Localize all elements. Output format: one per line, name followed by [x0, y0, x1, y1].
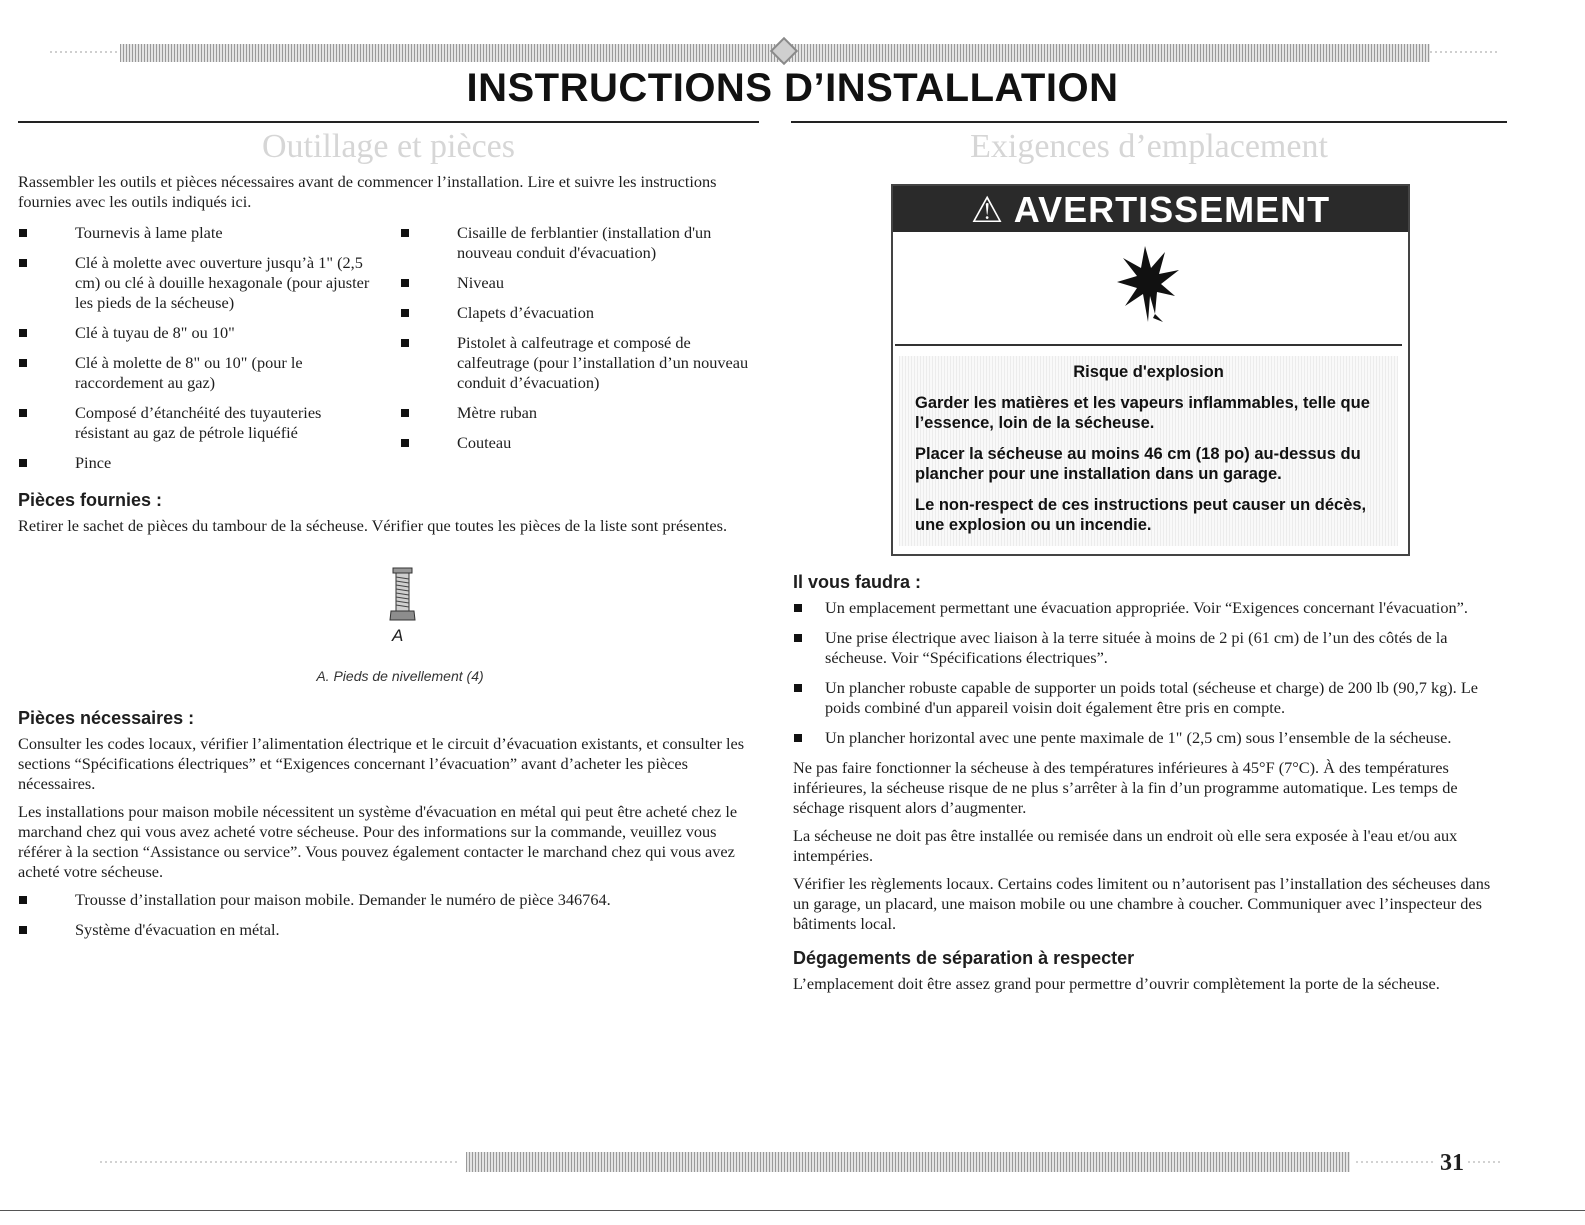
- page-number: 31: [1440, 1150, 1464, 1176]
- bullet-icon: [794, 684, 802, 692]
- bullet-icon: [19, 329, 27, 337]
- parts-supplied-text: Retirer le sachet de pièces du tambour de la sécheuse. Vérifier que toutes les pièces de la liste sont présentes.: [18, 516, 728, 535]
- right-title-rule: [791, 121, 1507, 123]
- tools-list-right: [400, 223, 760, 463]
- parts-needed-paragraph-2: Les installations pour maison mobile nécessitent un système d'évacuation en métal qui peut être acheté chez le marchand chez qui vous avez acheté votre sécheuse. Pour des informations sur la commande, veuillez vous référer à la section “Assistance ou service”. Vous pouvez également contacter le marchand chez qui vous avez acheté votre sécheuse.: [18, 802, 738, 881]
- list-item: [400, 273, 760, 293]
- list-item: [18, 403, 378, 443]
- list-item-text: Un plancher horizontal avec une pente maximale de 1" (2,5 cm) sous l’ensemble de la sécheuse.: [825, 728, 1452, 747]
- list-item: [18, 253, 378, 313]
- list-item-text: Pince: [75, 453, 112, 472]
- list-item-text: Clé à tuyau de 8" ou 10": [75, 323, 235, 342]
- list-item: [18, 890, 758, 910]
- list-item-text: Cisaille de ferblantier (installation d'un nouveau conduit d'évacuation): [457, 223, 712, 262]
- bullet-icon: [401, 279, 409, 287]
- requirements-section: [793, 572, 1498, 1002]
- list-item-text: Clé à molette avec ouverture jusqu’à 1" (2,5 cm) ou clé à douille hexagonale (pour ajuster les pieds de la sécheuse): [75, 253, 370, 312]
- bullet-icon: [401, 439, 409, 447]
- list-item-text: Tournevis à lame plate: [75, 223, 223, 242]
- weather-paragraph: La sécheuse ne doit pas être installée ou remisée dans un endroit où elle sera exposée à l'eau et/ou aux intempéries.: [793, 826, 1458, 865]
- requirements-list: [793, 598, 1498, 748]
- leveling-foot-icon: [385, 566, 420, 624]
- parts-needed-list: [18, 890, 758, 940]
- list-item-text: Clapets d’évacuation: [457, 303, 594, 322]
- warning-risk-title: Risque d'explosion: [1073, 363, 1224, 381]
- bullet-icon: [19, 229, 27, 237]
- bullet-icon: [19, 896, 27, 904]
- tools-list-left: [18, 223, 378, 483]
- parts-supplied-section: [18, 490, 758, 544]
- explosion-icon: [1115, 244, 1181, 324]
- bullet-icon: [401, 229, 409, 237]
- clearance-heading: Dégagements de séparation à respecter: [793, 948, 1135, 968]
- bullet-icon: [19, 409, 27, 417]
- list-item: [18, 353, 378, 393]
- bullet-icon: [19, 359, 27, 367]
- list-item: [400, 333, 760, 393]
- warning-box: [891, 184, 1410, 556]
- list-item: [400, 433, 760, 453]
- list-item-text: Trousse d’installation pour maison mobile. Demander le numéro de pièce 346764.: [75, 890, 611, 909]
- list-item-text: Mètre ruban: [457, 403, 538, 422]
- clearance-text: L’emplacement doit être assez grand pour permettre d’ouvrir complètement la porte de la sécheuse.: [793, 974, 1440, 993]
- list-item: [793, 628, 1498, 668]
- figure-letter: A: [392, 626, 404, 645]
- tools-intro-text: Rassembler les outils et pièces nécessaires avant de commencer l’installation. Lire et suivre les instructions fournies avec les outils indiqués ici.: [18, 172, 717, 211]
- list-item: [18, 920, 758, 940]
- bullet-icon: [19, 459, 27, 467]
- bullet-icon: [794, 634, 802, 642]
- list-item-text: Niveau: [457, 273, 505, 292]
- list-item: [400, 223, 760, 263]
- footer-decorative-band: [466, 1152, 1350, 1172]
- parts-needed-heading: Pièces nécessaires :: [18, 708, 195, 728]
- bullet-icon: [19, 259, 27, 267]
- footer-dotted-line-end: [1468, 1161, 1502, 1163]
- list-item-text: Pistolet à calfeutrage et composé de calfeutrage (pour l’installation d’un nouveau conduit d’évacuation): [457, 333, 749, 392]
- warning-header-text: AVERTISSEMENT: [1013, 189, 1331, 230]
- list-item-text: Clé à molette de 8" ou 10" (pour le raccordement au gaz): [75, 353, 303, 392]
- bullet-icon: [794, 734, 802, 742]
- list-item-text: Composé d’étanchéité des tuyauteries résistant au gaz de pétrole liquéfié: [75, 403, 322, 442]
- warning-triangle-icon: ⚠: [970, 189, 1005, 230]
- footer-dotted-line-right: [1356, 1161, 1436, 1163]
- tools-section-title: Outillage et pièces: [261, 128, 515, 165]
- bullet-icon: [401, 339, 409, 347]
- requirements-heading: Il vous faudra :: [793, 572, 922, 592]
- parts-needed-section: [18, 708, 758, 950]
- list-item: [18, 223, 378, 243]
- list-item: [793, 728, 1498, 748]
- list-item-text: Système d'évacuation en métal.: [75, 920, 280, 939]
- list-item: [18, 323, 378, 343]
- bullet-icon: [401, 309, 409, 317]
- list-item: [400, 403, 760, 423]
- list-item-text: Une prise électrique avec liaison à la terre située à moins de 2 pi (61 cm) de l’un des côtés de la sécheuse. Voir “Spécifications électriques”.: [825, 628, 1448, 667]
- temperature-paragraph: Ne pas faire fonctionner la sécheuse à des températures inférieures à 45°F (7°C). À des températures inférieures, la sécheuse risque de ne plus s’arrêter à la fin d’un programme automatique. Les temps de séchage risquent alors d’augmenter.: [793, 758, 1458, 817]
- figure-caption: A. Pieds de nivellement (4): [316, 668, 484, 684]
- page-title: INSTRUCTIONS D’INSTALLATION: [466, 66, 1119, 110]
- list-item: [18, 453, 378, 473]
- left-title-rule: [18, 121, 759, 123]
- bullet-icon: [794, 604, 802, 612]
- list-item-text: Un emplacement permettant une évacuation appropriée. Voir “Exigences concernant l'évacuation”.: [825, 598, 1468, 617]
- bullet-icon: [401, 409, 409, 417]
- warning-body: [899, 356, 1398, 546]
- list-item: [793, 598, 1498, 618]
- list-item: [400, 303, 760, 323]
- warning-text-2: Placer la sécheuse au moins 46 cm (18 po) au-dessus du plancher pour une installation dans un garage.: [915, 444, 1361, 483]
- bottom-edge-rule: [0, 1210, 1585, 1211]
- regulations-paragraph: Vérifier les règlements locaux. Certains codes limitent ou n’autorisent pas l’installation des sécheuses dans un garage, un placard, une maison mobile ou une chambre à coucher. Communiquer avec l’inspecteur des bâtiments local.: [793, 874, 1491, 933]
- location-section-title: Exigences d’emplacement: [970, 128, 1328, 165]
- parts-needed-paragraph-1: Consulter les codes locaux, vérifier l’alimentation électrique et le circuit d’évacuation existants, et consulter les sections “Spécifications électriques” et “Exigences concernant l’évacuation” avant d’acheter les pièces nécessaires.: [18, 734, 745, 793]
- warning-text-3: Le non-respect de ces instructions peut causer un décès, une explosion ou un incendie.: [915, 495, 1367, 534]
- list-item: [793, 678, 1498, 718]
- parts-supplied-heading: Pièces fournies :: [18, 490, 163, 510]
- footer-dotted-line-left: [100, 1161, 460, 1163]
- list-item-text: Couteau: [457, 433, 512, 452]
- list-item-text: Un plancher robuste capable de supporter un poids total (sécheuse et charge) de 200 lb (90,7 kg). Le poids combiné d'un appareil voisin doit également être pris en compte.: [825, 678, 1478, 717]
- bullet-icon: [19, 926, 27, 934]
- warning-text-1: Garder les matières et les vapeurs inflammables, telle que l’essence, loin de la sécheuse.: [915, 393, 1370, 432]
- warning-icon-area: [895, 234, 1402, 346]
- tools-intro: [18, 172, 758, 220]
- warning-header: [893, 186, 1408, 232]
